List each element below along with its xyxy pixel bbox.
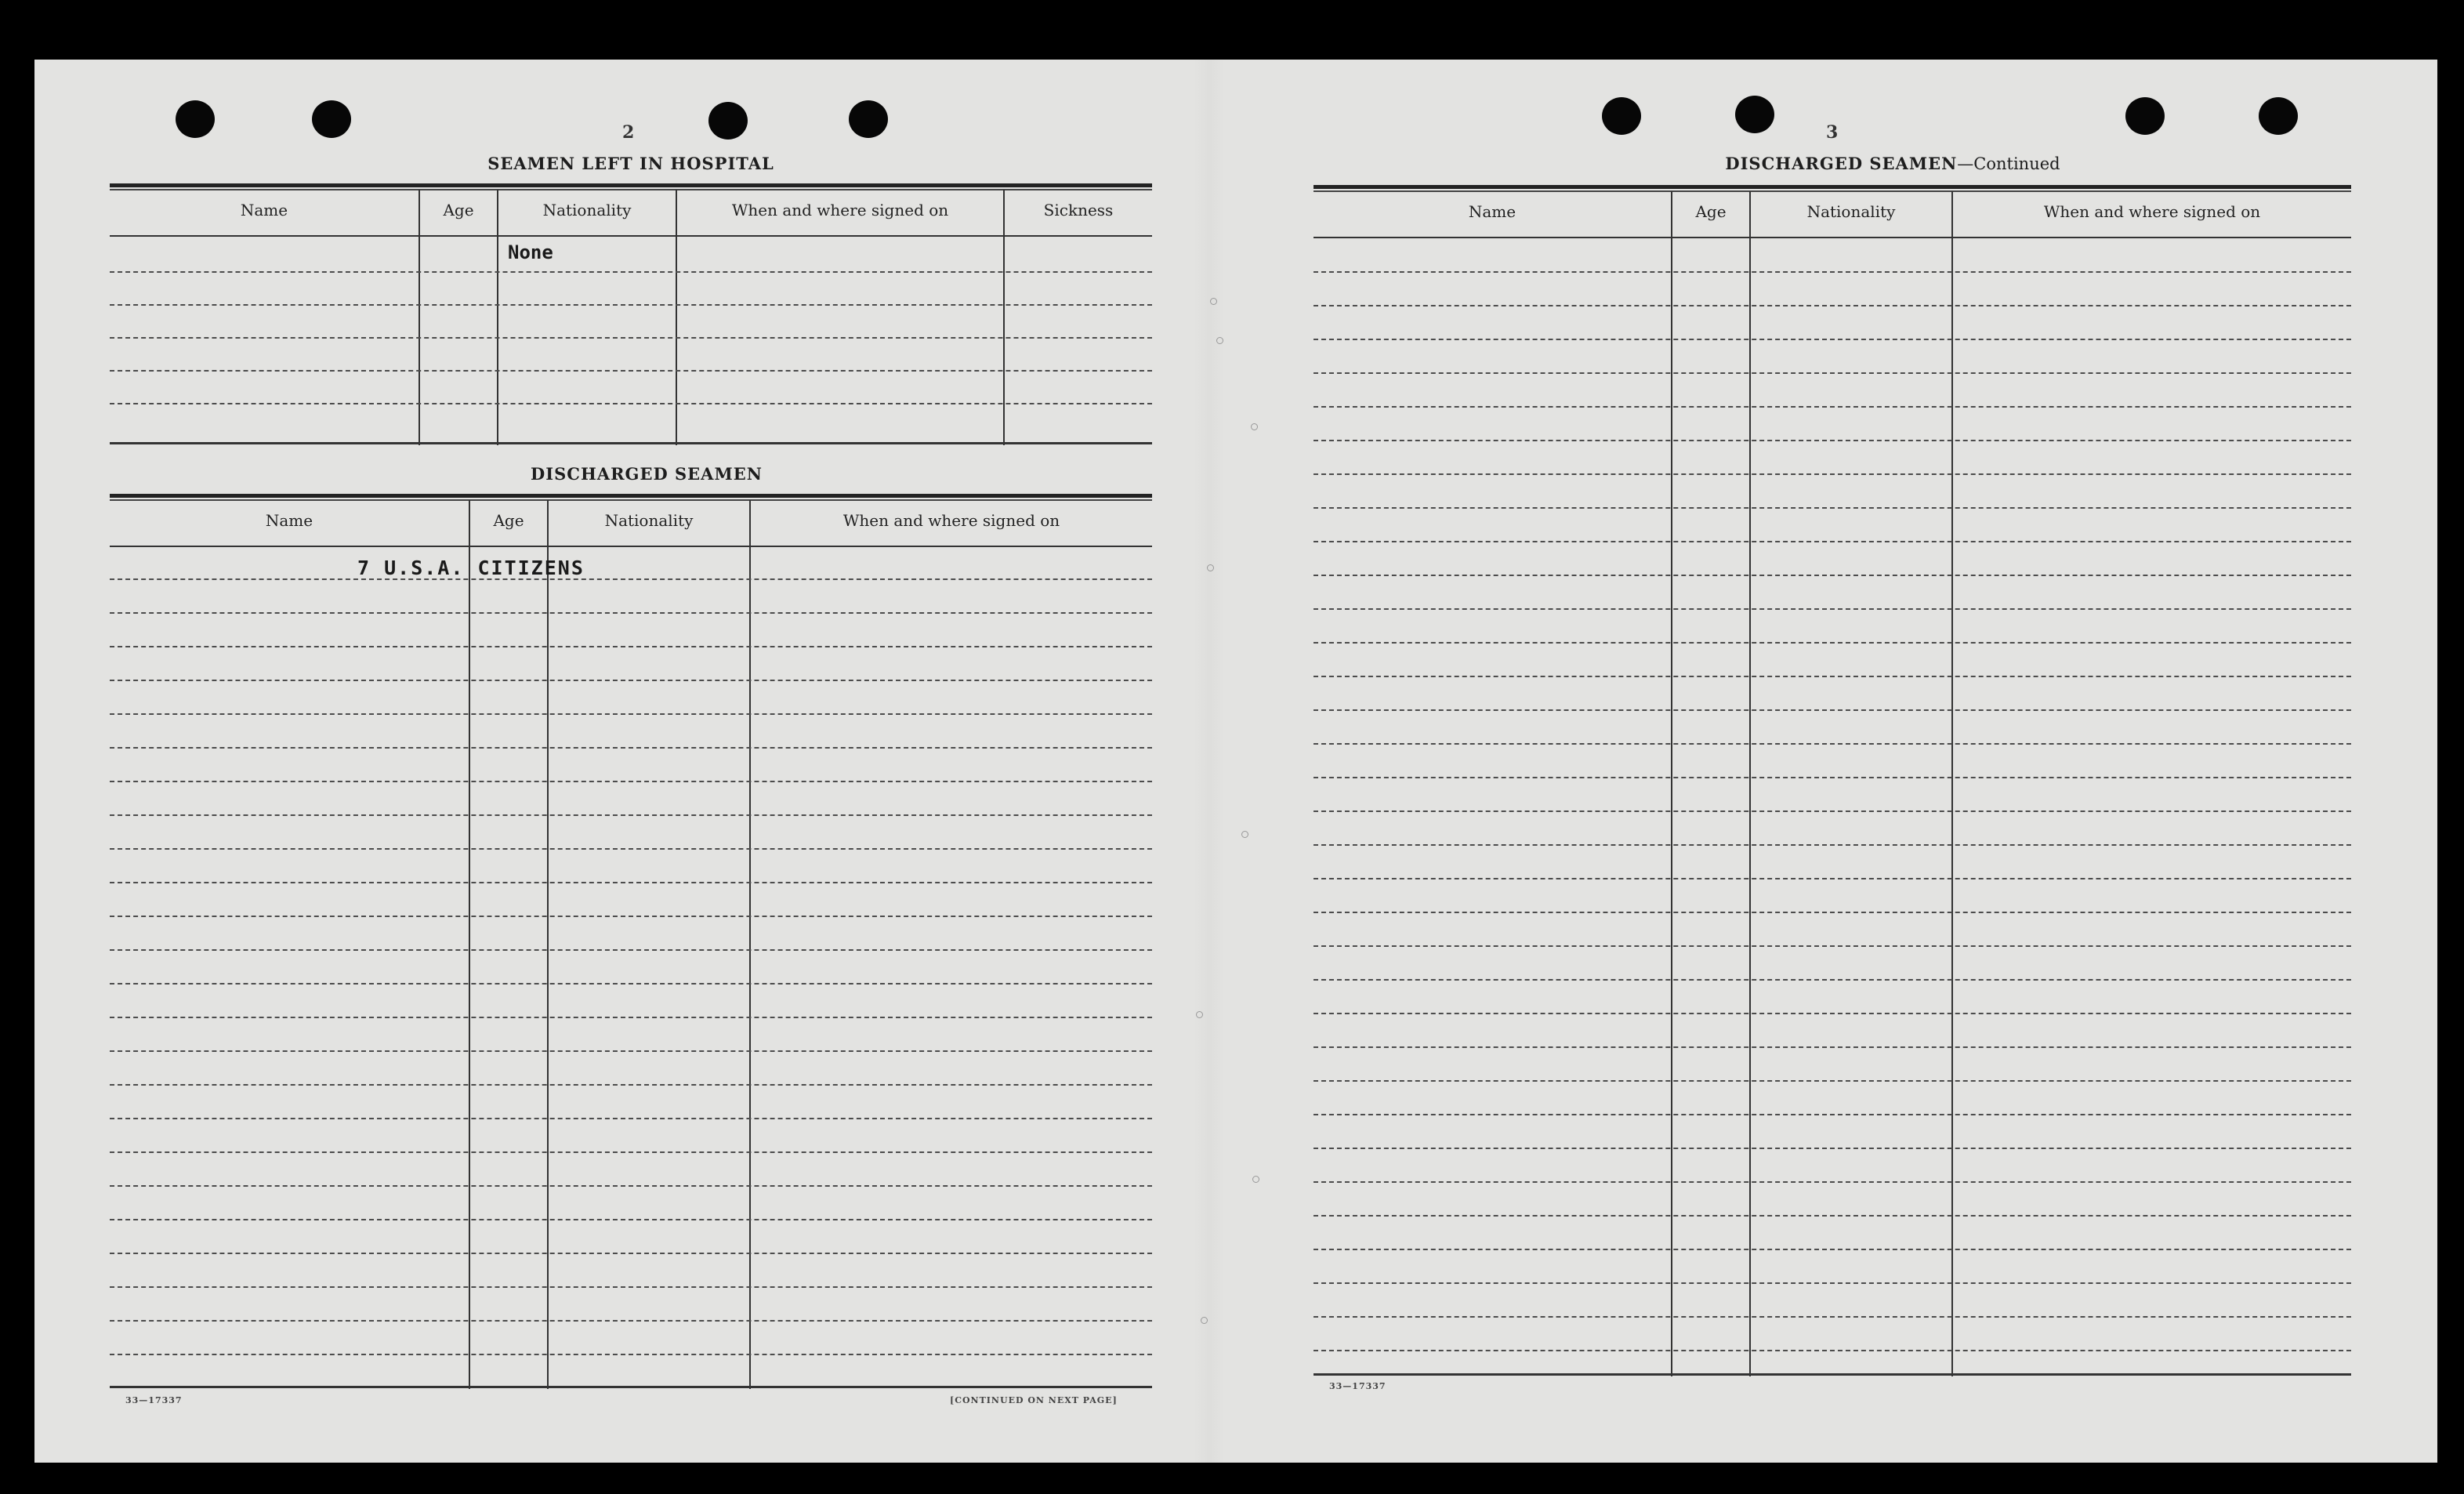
paper-speck <box>1216 337 1223 344</box>
header-divider <box>1314 237 2351 238</box>
column-header-nationality: Nationality <box>604 511 694 530</box>
table-row <box>1314 1181 2351 1183</box>
table-row <box>110 337 1152 339</box>
column-divider <box>497 190 498 445</box>
table-row <box>110 1151 1152 1153</box>
table-top-rule <box>110 494 1152 498</box>
punch-hole <box>176 100 215 138</box>
table-row <box>1314 575 2351 576</box>
column-header-signed-on: When and where signed on <box>2043 202 2261 221</box>
table-row <box>1314 1215 2351 1217</box>
table-row <box>1314 810 2351 812</box>
column-divider <box>676 190 677 445</box>
column-header-name: Name <box>1468 202 1516 221</box>
continued-note: [CONTINUED ON NEXT PAGE] <box>950 1395 1118 1405</box>
form-number-right: 33—17337 <box>1329 1381 1386 1391</box>
table-row <box>1314 777 2351 778</box>
column-header-nationality: Nationality <box>1806 202 1896 221</box>
table-row <box>1314 844 2351 846</box>
table-row <box>1314 1080 2351 1082</box>
column-header-age: Age <box>493 511 524 530</box>
table-row <box>110 612 1152 614</box>
column-header-signed-on: When and where signed on <box>842 511 1060 530</box>
punch-hole <box>312 100 351 138</box>
form-number-left: 33—17337 <box>125 1395 183 1405</box>
table-row <box>110 1084 1152 1086</box>
column-header-nationality: Nationality <box>542 201 632 219</box>
table-row <box>1314 1282 2351 1284</box>
table-row <box>110 1219 1152 1220</box>
table-bottom-rule <box>110 442 1152 444</box>
table-row <box>1314 1350 2351 1351</box>
table-row <box>1314 1046 2351 1048</box>
punch-hole <box>708 102 748 140</box>
punch-hole <box>1602 97 1641 135</box>
table-row <box>110 882 1152 883</box>
table-row <box>110 680 1152 681</box>
title-text: DISCHARGED SEAMEN <box>1725 154 1958 173</box>
column-header-sickness: Sickness <box>1043 201 1114 219</box>
paper-speck <box>1207 564 1214 571</box>
table-row <box>1314 372 2351 374</box>
punch-hole <box>1735 96 1774 133</box>
table-row <box>110 713 1152 715</box>
column-divider <box>1003 190 1005 445</box>
column-divider <box>1671 191 1672 1376</box>
table-row <box>1314 608 2351 610</box>
discharged-continued-title <box>1489 154 2296 173</box>
column-header-name: Name <box>265 511 313 530</box>
paper-speck <box>1201 1317 1208 1324</box>
table-row <box>1314 406 2351 408</box>
discharged-entry: 7 U.S.A. CITIZENS <box>357 557 585 579</box>
table-bottom-rule <box>110 1386 1152 1388</box>
table-top-rule <box>110 189 1152 190</box>
column-divider <box>1951 191 1953 1376</box>
table-row <box>110 370 1152 372</box>
table-row <box>1314 979 2351 981</box>
table-row <box>1314 642 2351 644</box>
table-row <box>110 1253 1152 1254</box>
table-row <box>110 1118 1152 1119</box>
table-row <box>1314 709 2351 711</box>
hospital-entry: None <box>508 241 553 263</box>
table-row <box>1314 1316 2351 1318</box>
table-row <box>1314 945 2351 947</box>
discharged-continued-table <box>1314 185 2351 1376</box>
table-row <box>110 403 1152 404</box>
table-row <box>1314 912 2351 913</box>
table-row <box>110 1354 1152 1355</box>
column-divider <box>1749 191 1751 1376</box>
table-top-rule <box>110 183 1152 187</box>
column-divider <box>419 190 420 445</box>
table-row <box>1314 1114 2351 1115</box>
table-top-rule <box>1314 190 2351 192</box>
table-row <box>110 646 1152 647</box>
table-row <box>1314 1013 2351 1014</box>
column-divider <box>547 500 549 1389</box>
column-header-signed-on: When and where signed on <box>731 201 949 219</box>
table-row <box>110 1050 1152 1052</box>
table-row <box>1314 1249 2351 1250</box>
table-row <box>1314 473 2351 475</box>
table-row <box>1314 1148 2351 1149</box>
discharged-section-title: DISCHARGED SEAMEN <box>531 464 763 484</box>
table-row <box>1314 440 2351 441</box>
table-row <box>110 747 1152 749</box>
page-number-left: 2 <box>622 122 635 143</box>
table-row <box>110 916 1152 917</box>
page-fold <box>1194 60 1225 1463</box>
column-header-name: Name <box>240 201 288 219</box>
header-divider <box>110 546 1152 547</box>
table-top-rule <box>110 499 1152 501</box>
paper-speck <box>1210 298 1217 305</box>
table-row <box>110 949 1152 951</box>
page-number-right: 3 <box>1826 122 1839 143</box>
table-row <box>1314 305 2351 306</box>
table-row <box>1314 878 2351 879</box>
punch-hole <box>2259 97 2298 135</box>
table-row <box>110 848 1152 850</box>
title-suffix: —Continued <box>1957 154 2060 173</box>
hospital-section-title: SEAMEN LEFT IN HOSPITAL <box>487 154 774 173</box>
discharged-table <box>110 494 1152 1389</box>
hospital-table <box>110 183 1152 445</box>
table-row <box>110 1185 1152 1187</box>
paper-speck <box>1196 1011 1203 1018</box>
table-row <box>110 983 1152 985</box>
header-divider <box>110 235 1152 237</box>
table-row <box>110 781 1152 782</box>
punch-hole <box>849 100 888 138</box>
table-row <box>1314 743 2351 745</box>
table-bottom-rule <box>1314 1373 2351 1376</box>
table-row <box>110 1320 1152 1322</box>
table-row <box>110 814 1152 816</box>
table-row <box>110 304 1152 306</box>
table-row <box>110 578 1152 580</box>
table-row <box>1314 339 2351 340</box>
paper-speck <box>1252 1176 1259 1183</box>
paper-speck <box>1251 423 1258 430</box>
table-row <box>110 271 1152 273</box>
table-row <box>1314 541 2351 542</box>
column-header-age: Age <box>1695 202 1727 221</box>
column-divider <box>749 500 751 1389</box>
column-header-age: Age <box>443 201 474 219</box>
punch-hole <box>2125 97 2165 135</box>
table-row <box>1314 507 2351 509</box>
table-row <box>110 1017 1152 1018</box>
table-row <box>1314 676 2351 677</box>
column-divider <box>469 500 470 1389</box>
table-row <box>1314 271 2351 273</box>
table-row <box>110 1286 1152 1288</box>
paper-speck <box>1241 831 1248 838</box>
table-top-rule <box>1314 185 2351 189</box>
